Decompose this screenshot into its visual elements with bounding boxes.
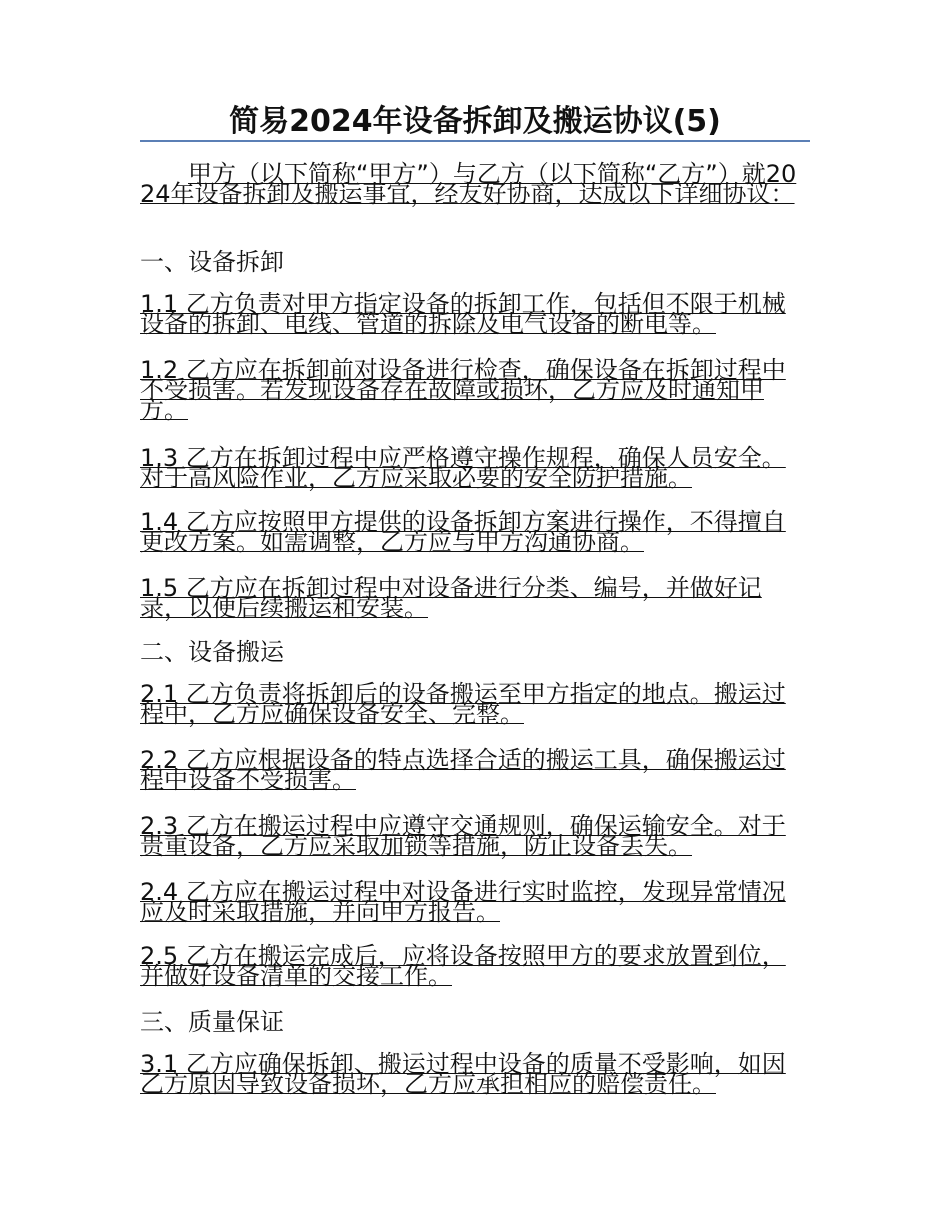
clause-2-2: 2.2 乙方应根据设备的特点选择合适的搬运工具，确保搬运过程中设备不受损害。 [140, 746, 786, 794]
document-title: 简易2024年设备拆卸及搬运协议(5) [229, 104, 721, 139]
clause-1-3: 1.3 乙方在拆卸过程中应严格遵守操作规程，确保人员安全。对于高风险作业，乙方应采取必要的安全防护措施。 [140, 444, 786, 492]
section-heading-transport: 二、设备搬运 [140, 638, 284, 666]
clause-1-4: 1.4 乙方应按照甲方提供的设备拆卸方案进行操作，不得擅自更改方案。如需调整，乙方应与甲方沟通协商。 [140, 508, 786, 556]
clause-1-2: 1.2 乙方应在拆卸前对设备进行检查，确保设备在拆卸过程中不受损害。若发现设备存在故障或损坏，乙方应及时通知甲方。 [140, 356, 786, 424]
clause-1-5: 1.5 乙方应在拆卸过程中对设备进行分类、编号，并做好记录，以便后续搬运和安装。 [140, 574, 762, 622]
section-heading-quality: 三、质量保证 [140, 1008, 284, 1036]
title-underline-rule [140, 140, 810, 142]
section-heading-disassembly: 一、设备拆卸 [140, 248, 284, 276]
clause-2-5: 2.5 乙方在搬运完成后，应将设备按照甲方的要求放置到位，并做好设备清单的交接工作。 [140, 942, 786, 990]
clause-3-1: 3.1 乙方应确保拆卸、搬运过程中设备的质量不受影响，如因乙方原因导致设备损坏，乙方应承担相应的赔偿责任。 [140, 1050, 786, 1098]
intro-paragraph: 甲方（以下简称“甲方”）与乙方（以下简称“乙方”）就2024年设备拆卸及搬运事宜，经友好协商，达成以下详细协议： [140, 160, 797, 208]
clause-2-1: 2.1 乙方负责将拆卸后的设备搬运至甲方指定的地点。搬运过程中，乙方应确保设备安全、完整。 [140, 680, 786, 728]
clause-2-4: 2.4 乙方应在搬运过程中对设备进行实时监控，发现异常情况应及时采取措施，并向甲方报告。 [140, 878, 786, 926]
clause-1-1: 1.1 乙方负责对甲方指定设备的拆卸工作，包括但不限于机械设备的拆卸、电线、管道的拆除及电气设备的断电等。 [140, 290, 786, 338]
clause-2-3: 2.3 乙方在搬运过程中应遵守交通规则，确保运输安全。对于贵重设备，乙方应采取加锁等措施，防止设备丢失。 [140, 812, 786, 860]
